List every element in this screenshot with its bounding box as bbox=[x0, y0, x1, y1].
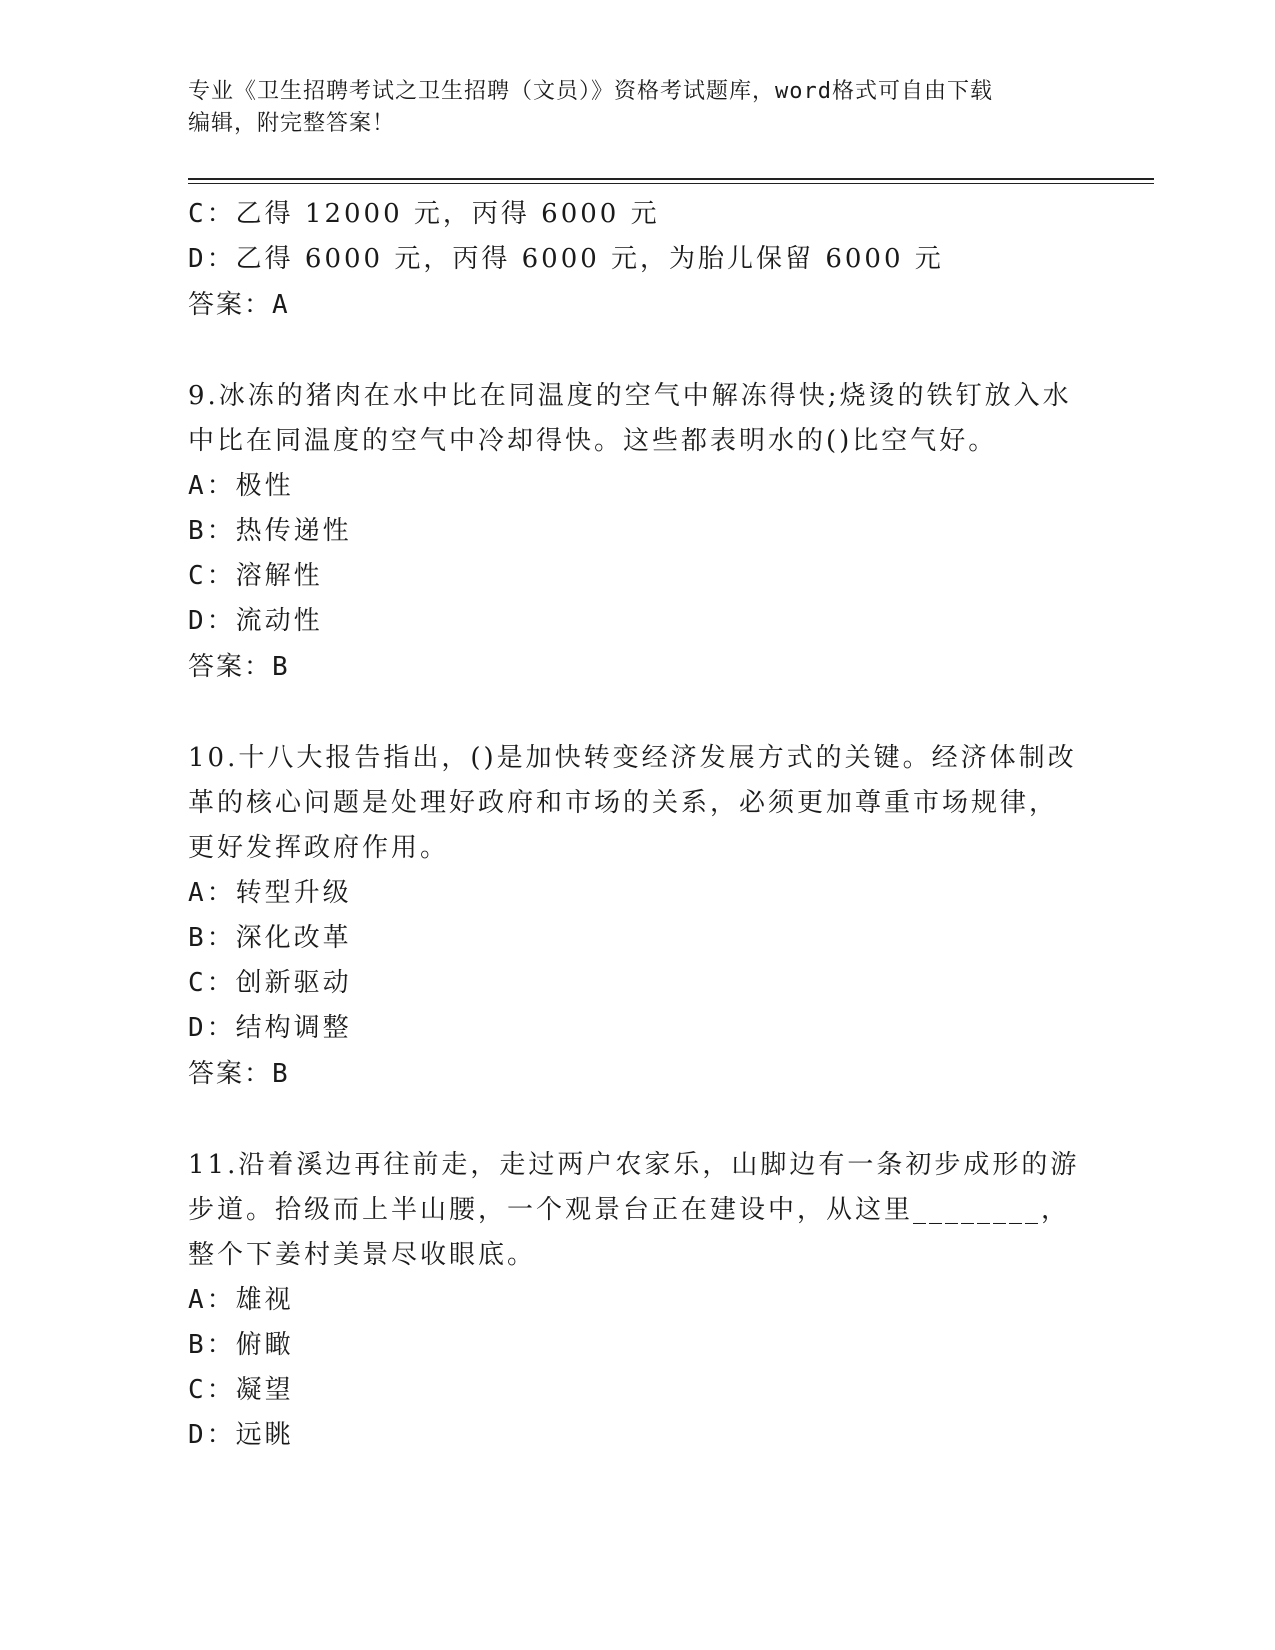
question-text-line: 整个下姜村美景尽收眼底。 bbox=[188, 1240, 537, 1270]
option-text: 深化改革 bbox=[235, 923, 352, 953]
option-row bbox=[188, 916, 1088, 961]
option-letter: B： bbox=[188, 1330, 236, 1360]
option-row bbox=[188, 464, 1088, 509]
option-letter: D： bbox=[188, 244, 236, 274]
option-text: 溶解性 bbox=[235, 561, 323, 591]
header-line-2: 编辑，附完整答案！ bbox=[188, 111, 396, 136]
header-line-1: 专业《卫生招聘考试之卫生招聘（文员）》资格考试题库，word格式可自由下载 bbox=[188, 79, 993, 104]
option-row bbox=[188, 1413, 1088, 1458]
option-letter: C： bbox=[188, 561, 236, 591]
option-letter: A： bbox=[188, 1285, 236, 1315]
question-text-line: 更好发挥政府作用。 bbox=[188, 833, 450, 863]
option-text: 远眺 bbox=[235, 1420, 294, 1450]
option-letter: D： bbox=[188, 1013, 236, 1043]
option-letter: C： bbox=[188, 199, 236, 229]
carryover-block bbox=[188, 192, 1088, 328]
option-row bbox=[188, 1323, 1088, 1368]
option-row bbox=[188, 237, 1088, 282]
option-row bbox=[188, 871, 1088, 916]
answer-line: 答案：B bbox=[188, 652, 290, 682]
header-rule-thin bbox=[188, 183, 1154, 184]
option-row bbox=[188, 192, 1088, 237]
option-text: 结构调整 bbox=[235, 1013, 352, 1043]
answer-line: 答案：B bbox=[188, 1059, 290, 1089]
option-text: 乙得 6000 元，丙得 6000 元，为胎儿保留 6000 元 bbox=[235, 244, 944, 274]
option-row bbox=[188, 1368, 1088, 1413]
option-text: 极性 bbox=[235, 471, 294, 501]
option-letter: A： bbox=[188, 878, 236, 908]
option-text: 俯瞰 bbox=[235, 1330, 294, 1360]
option-text: 雄视 bbox=[235, 1285, 294, 1315]
question-text-line: 10.十八大报告指出，()是加快转变经济发展方式的关键。经济体制改 bbox=[188, 743, 1077, 773]
option-letter: A： bbox=[188, 471, 236, 501]
question-item bbox=[188, 736, 1088, 1097]
question-item bbox=[188, 374, 1088, 690]
option-letter: C： bbox=[188, 968, 236, 998]
question-text-line: 革的核心问题是处理好政府和市场的关系，必须更加尊重市场规律， bbox=[188, 788, 1059, 818]
option-row bbox=[188, 554, 1088, 599]
question-text-line: 11.沿着溪边再往前走，走过两户农家乐，山脚边有一条初步成形的游 bbox=[188, 1150, 1080, 1180]
option-text: 热传递性 bbox=[235, 516, 352, 546]
header-rule-thick bbox=[188, 178, 1154, 180]
question-text-line: 中比在同温度的空气中冷却得快。这些都表明水的()比空气好。 bbox=[188, 426, 998, 456]
question-list bbox=[188, 192, 1088, 1458]
question-item bbox=[188, 1143, 1088, 1458]
option-row bbox=[188, 1278, 1088, 1323]
option-letter: D： bbox=[188, 606, 236, 636]
option-letter: B： bbox=[188, 516, 236, 546]
option-row bbox=[188, 509, 1088, 554]
option-letter: B： bbox=[188, 923, 236, 953]
question-text-line: 步道。拾级而上半山腰，一个观景台正在建设中，从这里________， bbox=[188, 1195, 1071, 1225]
option-text: 流动性 bbox=[235, 606, 323, 636]
answer-line: 答案：A bbox=[188, 290, 290, 320]
option-row bbox=[188, 961, 1088, 1006]
option-text: 转型升级 bbox=[235, 878, 352, 908]
option-text: 凝望 bbox=[235, 1375, 294, 1405]
page-header bbox=[188, 76, 1088, 140]
question-text-line: 9.冰冻的猪肉在水中比在同温度的空气中解冻得快;烧烫的铁钉放入水 bbox=[188, 381, 1072, 411]
option-letter: C： bbox=[188, 1375, 236, 1405]
option-text: 乙得 12000 元，丙得 6000 元 bbox=[235, 199, 660, 229]
option-letter: D： bbox=[188, 1420, 236, 1450]
option-row bbox=[188, 599, 1088, 644]
option-text: 创新驱动 bbox=[235, 968, 352, 998]
option-row bbox=[188, 1006, 1088, 1051]
